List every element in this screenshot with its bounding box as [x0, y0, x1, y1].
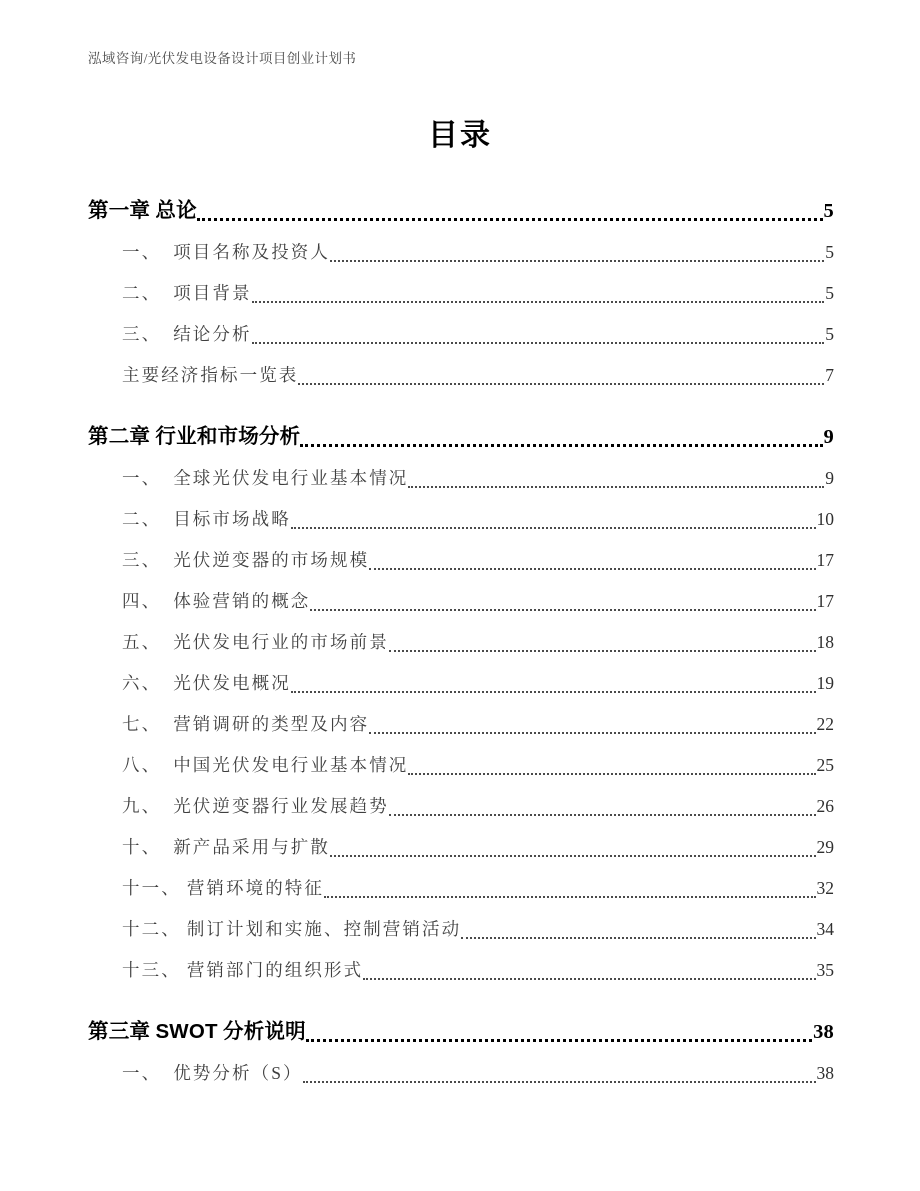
toc-entry-number: 九、 — [122, 796, 162, 816]
toc-entry-label — [88, 198, 197, 224]
toc-entry-text: 目标市场战略 — [173, 509, 291, 529]
toc-entry-text: 光伏逆变器行业发展趋势 — [173, 796, 389, 816]
toc-entry-label — [122, 465, 408, 491]
toc-entry[interactable] — [88, 614, 834, 655]
toc-dot-leader — [369, 732, 815, 734]
toc-dot-leader — [252, 301, 825, 303]
toc-entry[interactable] — [88, 737, 834, 778]
toc-dot-leader — [298, 383, 824, 385]
toc-dot-leader — [252, 342, 825, 344]
running-header: 泓域咨询/光伏发电设备设计项目创业计划书 — [88, 51, 357, 66]
toc-dot-leader — [408, 486, 824, 488]
toc-dot-leader — [389, 814, 816, 816]
toc-entry[interactable] — [88, 224, 834, 265]
toc-entry-text: 光伏逆变器的市场规模 — [173, 550, 370, 570]
toc-entry-label — [122, 875, 324, 901]
toc-entry-text: 制订计划和实施、控制营销活动 — [186, 919, 462, 939]
toc-entry-label — [122, 629, 389, 655]
toc-entry-label — [122, 1060, 303, 1086]
toc-dot-leader — [330, 260, 824, 262]
toc-entry-page-number: 9 — [825, 468, 834, 488]
toc-entry-page-number: 34 — [816, 919, 834, 939]
toc-entry-number: 三、 — [122, 324, 162, 344]
toc-dot-leader — [408, 773, 815, 775]
toc-entry[interactable] — [88, 532, 834, 573]
toc-entry-number: 一、 — [122, 1063, 162, 1083]
toc-entry[interactable] — [88, 819, 834, 860]
toc-dot-leader — [310, 609, 815, 611]
toc-entry-label — [122, 957, 363, 983]
toc-entry-number: 七、 — [122, 714, 162, 734]
toc-entry-text: 中国光伏发电行业基本情况 — [173, 755, 409, 775]
toc-entry-page-number: 17 — [816, 550, 834, 570]
toc-entry-label — [122, 506, 291, 532]
toc-entry-text: 项目名称及投资人 — [173, 242, 331, 262]
toc-entry-text: 营销环境的特征 — [186, 878, 325, 898]
toc-entry-page-number: 7 — [825, 365, 834, 385]
toc-entry-text: 第一章 总论 — [88, 200, 197, 222]
toc-entry-label — [122, 280, 252, 306]
toc-entry-text: 全球光伏发电行业基本情况 — [173, 468, 409, 488]
toc-entry-number: 二、 — [122, 509, 162, 529]
toc-entry-label — [122, 711, 369, 737]
toc-entry[interactable] — [88, 655, 834, 696]
toc-entry-page-number: 9 — [823, 426, 834, 448]
toc-entry-text: 项目背景 — [173, 283, 252, 303]
toc-entry-number: 六、 — [122, 673, 162, 693]
toc-entry-page-number: 5 — [825, 242, 834, 262]
toc-entry-label — [88, 1019, 306, 1045]
latin-run: SWOT — [155, 1020, 218, 1043]
toc-entry-number: 十二、 — [122, 919, 181, 939]
toc-entry-label — [122, 588, 310, 614]
toc-dot-leader — [291, 527, 816, 529]
toc-entry[interactable] — [88, 450, 834, 491]
toc-entry-number: 八、 — [122, 755, 162, 775]
toc-entry-text: 体验营销的概念 — [173, 591, 311, 611]
toc-entry-label — [122, 916, 461, 942]
toc-entry-page-number: 5 — [825, 283, 834, 303]
toc-entry-number: 十三、 — [122, 960, 181, 980]
toc-entry-number: 四、 — [122, 591, 162, 611]
toc-entry-text: 结论分析 — [173, 324, 252, 344]
toc-entry-label — [122, 547, 369, 573]
toc-dot-leader — [461, 937, 815, 939]
toc-entry[interactable] — [88, 1003, 834, 1045]
toc-entry-number: 十一、 — [122, 878, 181, 898]
toc-entry[interactable] — [88, 573, 834, 614]
toc-entry-label — [122, 321, 252, 347]
toc-entry-text: 第二章 行业和市场分析 — [88, 426, 301, 448]
toc-entry-page-number: 35 — [816, 960, 834, 980]
toc-entry-text: 光伏发电概况 — [173, 673, 291, 693]
toc-entry-page-number: 32 — [816, 878, 834, 898]
toc-entry-text: 新产品采用与扩散 — [173, 837, 331, 857]
toc-entry[interactable] — [88, 901, 834, 942]
toc-entry-label — [122, 793, 389, 819]
toc-dot-leader — [303, 1081, 816, 1083]
toc-entry[interactable] — [88, 778, 834, 819]
toc-entry-page-number: 26 — [816, 796, 834, 816]
toc-entry-page-number: 5 — [825, 324, 834, 344]
table-of-contents — [88, 182, 834, 1086]
toc-entry-text: 第三章 SWOT 分析说明 — [88, 1020, 306, 1043]
toc-dot-leader — [363, 978, 815, 980]
toc-dot-leader — [330, 855, 815, 857]
toc-dot-leader — [291, 691, 816, 693]
toc-entry-text: 光伏发电行业的市场前景 — [173, 632, 389, 652]
toc-entry-label — [122, 752, 408, 778]
toc-entry-label — [122, 362, 298, 388]
toc-entry-page-number: 29 — [816, 837, 834, 857]
toc-dot-leader — [306, 1039, 812, 1042]
toc-entry-number: 十、 — [122, 837, 162, 857]
toc-dot-leader — [324, 896, 815, 898]
toc-entry[interactable] — [88, 265, 834, 306]
toc-entry[interactable] — [88, 306, 834, 347]
toc-entry[interactable] — [88, 182, 834, 224]
toc-entry-number: 一、 — [122, 242, 162, 262]
toc-dot-leader — [197, 218, 823, 221]
toc-entry-label — [122, 834, 330, 860]
toc-entry-text: 营销部门的组织形式 — [186, 960, 364, 980]
toc-entry-page-number: 19 — [816, 673, 834, 693]
toc-entry[interactable] — [88, 860, 834, 901]
toc-entry[interactable] — [88, 347, 834, 388]
toc-entry-page-number: 5 — [823, 200, 834, 222]
toc-entry-page-number: 10 — [816, 509, 834, 529]
toc-entry[interactable] — [88, 491, 834, 532]
toc-dot-leader — [389, 650, 816, 652]
toc-entry-number: 一、 — [122, 468, 162, 488]
toc-entry[interactable] — [88, 408, 834, 450]
toc-entry-text: 优势分析（S） — [173, 1063, 303, 1083]
page-title: 目录 — [428, 119, 492, 152]
toc-entry-number: 五、 — [122, 632, 162, 652]
toc-entry-page-number: 17 — [816, 591, 834, 611]
toc-entry-label — [122, 670, 291, 696]
toc-entry[interactable] — [88, 942, 834, 983]
toc-entry[interactable] — [88, 1045, 834, 1086]
toc-entry-label — [88, 424, 300, 450]
toc-entry-text: 主要经济指标一览表 — [122, 365, 299, 385]
toc-dot-leader — [369, 568, 815, 570]
toc-entry-page-number: 22 — [816, 714, 834, 734]
toc-entry-page-number: 18 — [816, 632, 834, 652]
toc-entry-page-number: 38 — [816, 1063, 834, 1083]
toc-entry[interactable] — [88, 696, 834, 737]
toc-entry-page-number: 25 — [816, 755, 834, 775]
toc-entry-number: 二、 — [122, 283, 162, 303]
toc-entry-text: 营销调研的类型及内容 — [173, 714, 370, 734]
toc-entry-number: 三、 — [122, 550, 162, 570]
toc-entry-page-number: 38 — [813, 1021, 834, 1043]
toc-entry-label — [122, 239, 330, 265]
toc-dot-leader — [300, 444, 822, 447]
